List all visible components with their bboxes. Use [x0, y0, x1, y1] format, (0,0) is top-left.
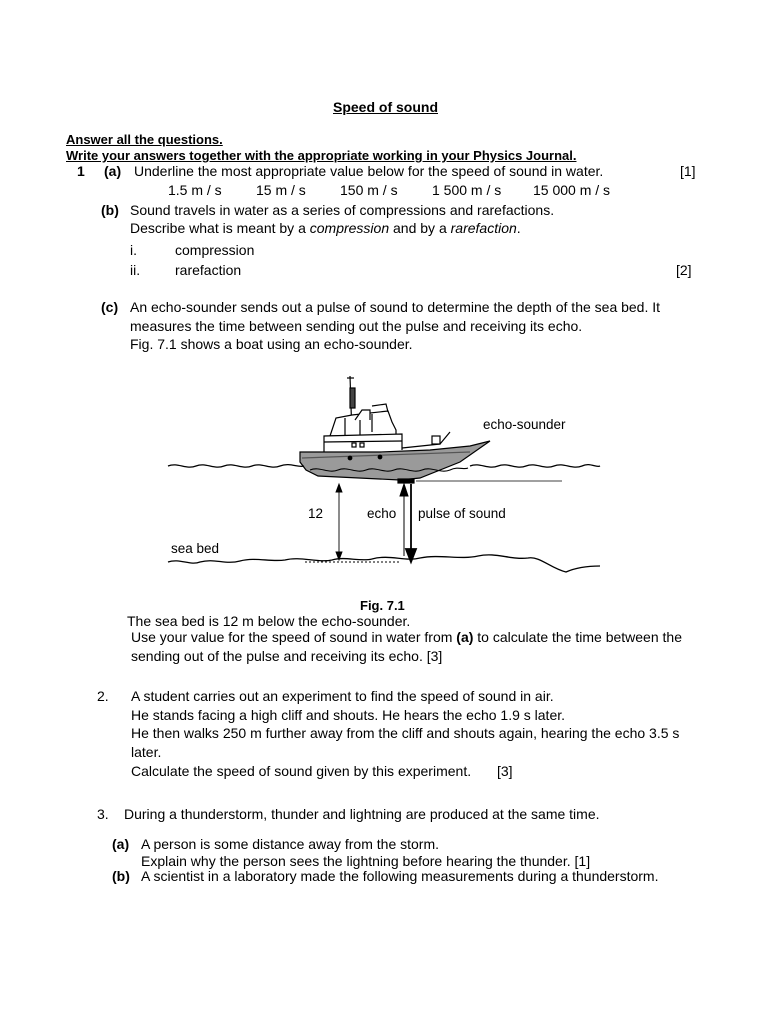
figure-label-pulse: pulse of sound — [418, 506, 506, 521]
speed-option: 1.5 m / s — [168, 182, 222, 198]
q1b-marks: [2] — [676, 262, 692, 278]
q2-last-line: Calculate the speed of sound given by this experiment. — [131, 763, 472, 779]
q1b-text-2: Describe what is meant by a compression and by a rarefaction. — [130, 220, 521, 236]
q1b-label: (b) — [101, 202, 119, 218]
q1c-label: (c) — [101, 299, 119, 315]
q1b-item-number: ii. — [130, 262, 141, 278]
q3a-line-1: A person is some distance away from the storm. — [141, 836, 440, 852]
q1c-calc-line-2: sending out of the pulse and receiving its echo. [3] — [131, 648, 443, 664]
q1a-label: (a) — [104, 163, 122, 179]
q3b-text: A scientist in a laboratory made the following measurements during a thunderstorm. — [141, 868, 659, 884]
q1a-marks: [1] — [680, 163, 696, 179]
q2-line: He stands facing a high cliff and shouts. He hears the echo 1.9 s later. — [131, 707, 566, 723]
q2-line: later. — [131, 744, 162, 760]
q3b-label: (b) — [112, 868, 130, 884]
q2-marks: [3] — [497, 763, 513, 779]
echo-arrow — [400, 484, 408, 556]
q2-line: He then walks 250 m further away from the cliff and shouts again, hearing the echo 3.5 s — [131, 725, 680, 741]
speed-option: 15 000 m / s — [533, 182, 611, 198]
depth-arrow — [336, 484, 342, 560]
q1b-item-number: i. — [130, 242, 137, 258]
figure-label-echo: echo — [367, 506, 397, 521]
instruction-line-2: Write your answers together with the appropriate working in your Physics Journal. — [66, 148, 577, 163]
figure-label-sea-bed: sea bed — [171, 541, 220, 556]
q2-line: A student carries out an experiment to find the speed of sound in air. — [131, 688, 554, 704]
q1c-calc-line-1: Use your value for the speed of sound in water from (a) to calculate the time between the — [131, 629, 682, 645]
speed-option: 15 m / s — [256, 182, 306, 198]
q3-text: During a thunderstorm, thunder and lightning are produced at the same time. — [124, 806, 600, 822]
page-title: Speed of sound — [333, 99, 438, 115]
speed-option: 150 m / s — [340, 182, 398, 198]
q1a-text: Underline the most appropriate value below for the speed of sound in water. — [134, 163, 604, 179]
figure-label-echo-sounder: echo-sounder — [483, 417, 566, 432]
q1c-line-1: An echo-sounder sends out a pulse of sound to determine the depth of the sea bed. It — [130, 299, 661, 315]
speed-option: 1 500 m / s — [432, 182, 502, 198]
q3a-line-2: Explain why the person sees the lightning before hearing the thunder. [1] — [141, 853, 591, 869]
q3-number: 3. — [97, 806, 109, 822]
instruction-line-1: Answer all the questions. — [66, 132, 223, 147]
q3a-label: (a) — [112, 836, 130, 852]
q2-number: 2. — [97, 688, 109, 704]
q1b-item-text: rarefaction — [175, 262, 242, 278]
q1c-sea-bed-depth: The sea bed is 12 m below the echo-sounder. — [127, 613, 411, 629]
q1-number: 1 — [77, 163, 85, 179]
q1b-item-text: compression — [175, 242, 255, 258]
figure-caption: Fig. 7.1 — [360, 598, 405, 613]
q1c-line-2: measures the time between sending out the pulse and receiving its echo. — [130, 318, 583, 334]
figure-label-depth: 12 — [308, 506, 324, 521]
q1b-text-1: Sound travels in water as a series of compressions and rarefactions. — [130, 202, 555, 218]
q1c-line-3: Fig. 7.1 shows a boat using an echo-sounder. — [130, 336, 413, 352]
sea-bed-line — [168, 555, 600, 572]
